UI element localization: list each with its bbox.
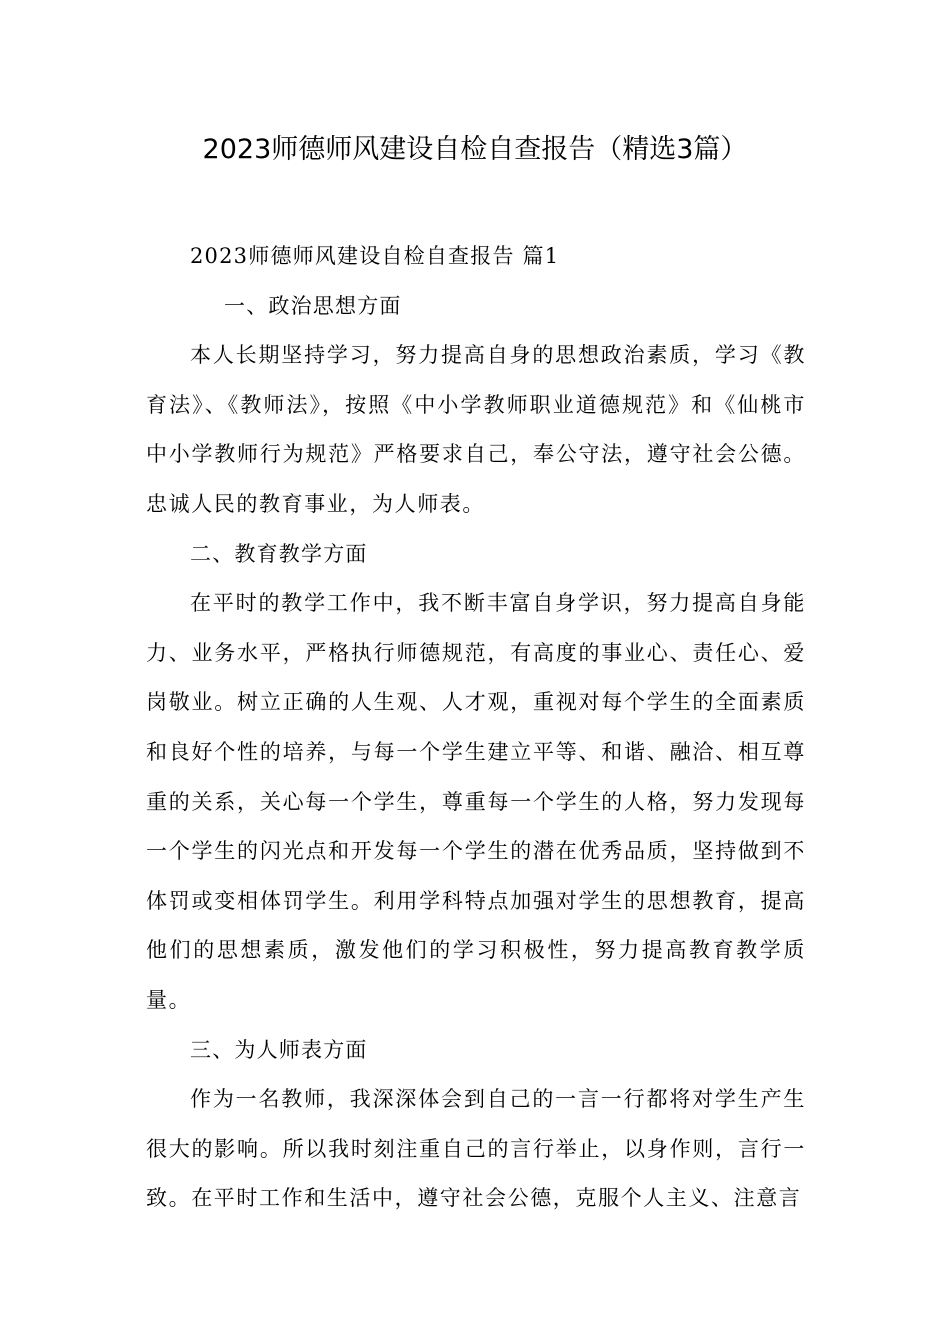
section-paragraph-1: 本人长期坚持学习，努力提高自身的思想政治素质，学习《教育法》、《教师法》，按照《中小学教师职业道德规范》和《仙桃市中小学教师行为规范》严格要求自己，奉公守法，遵守社会公德。忠诚人民的教育事业，为人师表。 <box>146 343 806 516</box>
section-paragraph-2: 在平时的教学工作中，我不断丰富自身学识，努力提高自身能力、业务水平，严格执行师德规范，有高度的事业心、责任心、爱岗敬业。树立正确的人生观、人才观，重视对每个学生的全面素质和良好个性的培养，与每一个学生建立平等、和谐、融洽、相互尊重的关系，关心每一个学生，尊重每一个学生的人格，努力发现每一个学生的闪光点和开发每一个学生的潜在优秀品质，坚持做到不体罚或变相体罚学生。利用学科特点加强对学生的思想教育，提高他们的思想素质，激发他们的学习积极性，努力提高教育教学质量。 <box>146 591 806 1012</box>
section-heading-3: 三、为人师表方面 <box>190 1037 368 1062</box>
section-title: 2023师德师风建设自检自查报告 篇1 <box>190 244 560 268</box>
section-heading-2: 二、教育教学方面 <box>190 541 368 566</box>
section-heading-1: 一、政治思想方面 <box>224 293 402 318</box>
document-body <box>146 232 806 1224</box>
section-paragraph-3: 作为一名教师，我深深体会到自己的一言一行都将对学生产生很大的影响。所以我时刻注重自己的言行举止，以身作则，言行一致。在平时工作和生活中，遵守社会公德，克服个人主义、注意言 <box>146 1087 806 1211</box>
document-title: 2023师德师风建设自检自查报告（精选3篇） <box>202 134 748 165</box>
